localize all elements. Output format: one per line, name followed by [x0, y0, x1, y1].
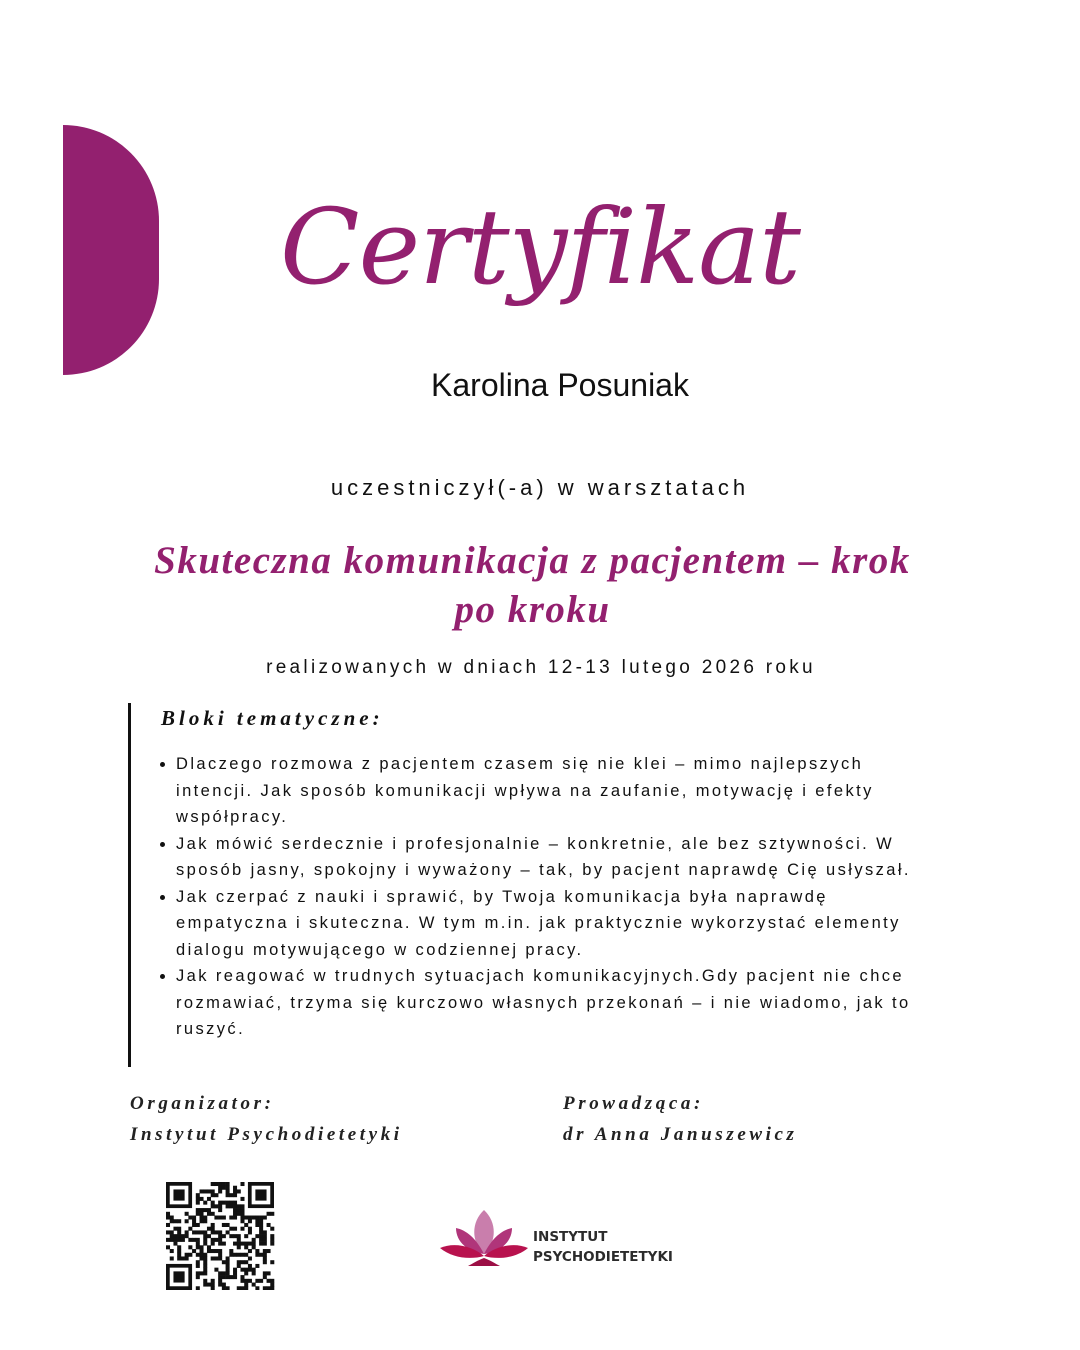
- logo-line-1: INSTYTUT: [533, 1229, 608, 1245]
- qr-code-icon[interactable]: [166, 1182, 276, 1290]
- organizer-signature: [130, 1088, 403, 1150]
- host-name: dr Anna Januszewicz: [563, 1124, 798, 1145]
- list-item: • Dlaczego rozmowa z pacjentem czasem się nie klei – mimo najlepszych intencji. Jak sposób komunikacji wpływa na zaufanie, motywację i efekty współpracy.: [176, 751, 946, 831]
- topic-blocks-heading: Bloki tematyczne:: [161, 706, 384, 730]
- lotus-icon: [438, 1208, 530, 1268]
- organizer-name: Instytut Psychodietetyki: [130, 1124, 403, 1145]
- participation-text: uczestniczył(-a) w warsztatach: [330, 475, 750, 500]
- institute-logo: [438, 1208, 673, 1268]
- logo-line-2: PSYCHODIETETYKI: [533, 1249, 673, 1265]
- list-item: • Jak mówić serdecznie i profesjonalnie – konkretnie, ale bez sztywności. W sposób jasny, spokojny i wyważony – tak, by pacjent naprawdę Cię usłyszał.: [176, 831, 946, 884]
- organizer-label: Organizator:: [130, 1093, 275, 1114]
- workshop-title: Skuteczna komunikacja z pacjentem – krok po kroku: [154, 539, 911, 631]
- qr-code-graphic: [166, 1182, 276, 1290]
- topic-blocks: [128, 703, 931, 1067]
- certificate-title: Certyfikat: [280, 186, 800, 308]
- recipient-name: Karolina Posuniak: [431, 367, 689, 403]
- topic-list: [156, 751, 946, 1043]
- workshop-dates: realizowanych w dniach 12-13 lutego 2026 roku: [266, 657, 816, 678]
- host-signature: [563, 1088, 798, 1150]
- list-item: • Jak czerpać z nauki i sprawić, by Twoja komunikacja była naprawdę empatyczna i skuteczna. W tym m.in. jak praktycznie wykorzystać elementy dialogu motywującego w codziennej pracy.: [176, 884, 946, 964]
- host-label: Prowadząca:: [563, 1093, 704, 1114]
- logo-text: [533, 1227, 673, 1267]
- list-item: • Jak reagować w trudnych sytuacjach komunikacyjnych.Gdy pacjent nie chce rozmawiać, trzyma się kurczowo własnych przekonań – i nie wiadomo, jak to ruszyć.: [176, 963, 946, 1043]
